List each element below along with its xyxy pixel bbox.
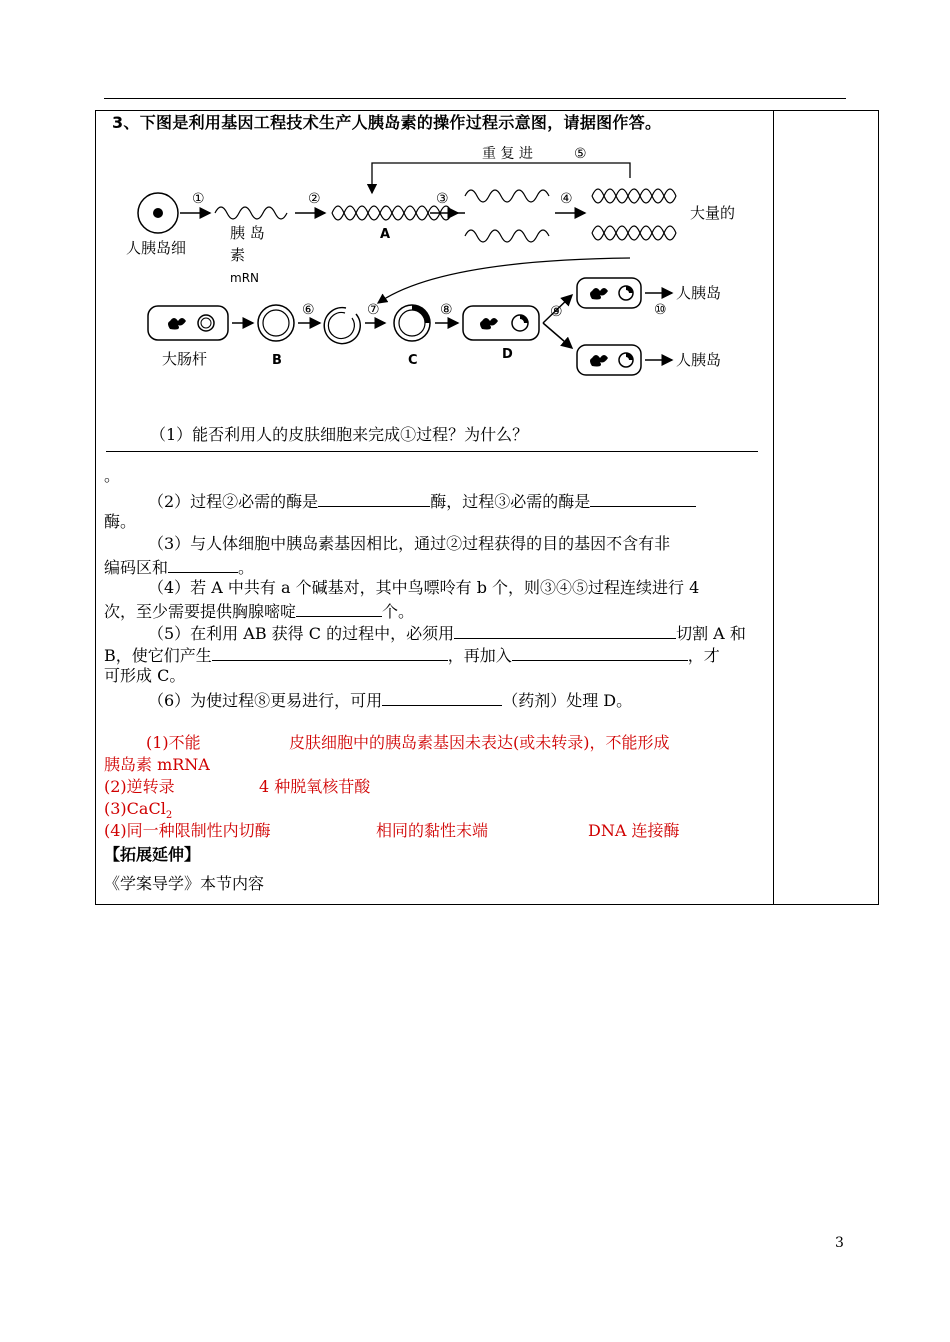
step-5: ⑤ bbox=[574, 146, 587, 162]
q2-blank-1 bbox=[318, 490, 430, 507]
answer-3: (3)CaCl$_2$ bbox=[104, 799, 173, 822]
header-rule bbox=[104, 98, 846, 99]
extension-heading: 【拓展延伸】 bbox=[104, 845, 201, 864]
question-6: （6）为使过程⑧更易进行，可用 （药剂）处理 D。 bbox=[148, 691, 633, 710]
question-1: （1）能否利用人的皮肤细胞来完成①过程？为什么？ bbox=[150, 425, 529, 444]
answer-1b: 皮肤细胞中的胰岛素基因未表达(或未转录)，不能形成 bbox=[289, 733, 670, 752]
step-2: ② bbox=[308, 191, 321, 207]
insulin-label-1: 人胰岛 bbox=[676, 284, 722, 302]
cell-label: 人胰岛细 bbox=[126, 239, 187, 257]
q4-blank bbox=[296, 600, 382, 617]
repeat-arrow bbox=[372, 163, 630, 193]
transformed-cell-D bbox=[463, 306, 539, 340]
step-8: ⑧ bbox=[440, 302, 453, 318]
question-3-cont: 编码区和 。 bbox=[104, 558, 255, 577]
genetic-engineering-diagram bbox=[110, 138, 770, 388]
step-6: ⑥ bbox=[302, 302, 315, 318]
answer-1a: (1)不能 bbox=[146, 733, 201, 752]
answer-2b: 4 种脱氧核苷酸 bbox=[259, 777, 371, 796]
step-10: ⑩ bbox=[654, 302, 667, 318]
product-cell-top bbox=[577, 278, 641, 308]
q2-blank-2 bbox=[590, 490, 696, 507]
question-4-cont: 次，至少需要提供胸腺嘧啶 个。 bbox=[104, 602, 415, 621]
question-2: （2）过程②必需的酶是 酶，过程③必需的酶是 bbox=[148, 490, 696, 512]
many-label: 大量的 bbox=[690, 204, 736, 222]
step-7: ⑦ bbox=[367, 302, 380, 318]
cut-plasmid bbox=[324, 308, 360, 344]
label-A: A bbox=[380, 227, 391, 242]
insulin-label-2: 人胰岛 bbox=[676, 351, 722, 369]
extension-content: 《学案导学》本节内容 bbox=[104, 874, 265, 893]
answer-2a: (2)逆转录 bbox=[104, 777, 175, 796]
answer-4c: DNA 连接酶 bbox=[588, 821, 680, 840]
step-3: ③ bbox=[436, 191, 449, 207]
question-title: 3、下图是利用基因工程技术生产人胰岛素的操作过程示意图，请据图作答。 bbox=[112, 113, 662, 132]
answer-4b: 相同的黏性末端 bbox=[376, 821, 489, 840]
mrna-label-2: 素 bbox=[230, 246, 246, 264]
question-5: （5）在利用 AB 获得 C 的过程中，必须用 切割 A 和 bbox=[148, 624, 746, 643]
recombinant-plasmid-C bbox=[394, 305, 430, 341]
repeat-label: 重 复 进 bbox=[482, 146, 533, 162]
q1-answer-line bbox=[106, 451, 758, 452]
ecoli-cell bbox=[148, 306, 228, 340]
answer-1c: 胰岛素 mRNA bbox=[104, 755, 210, 774]
label-D: D bbox=[502, 347, 513, 362]
question-5-cont: B，使它们产生 ，再加入 ，才 bbox=[104, 646, 720, 665]
label-B: B bbox=[272, 353, 282, 368]
q5-blank-1 bbox=[454, 622, 676, 639]
table-column-divider bbox=[773, 111, 774, 904]
q5-blank-3 bbox=[512, 644, 688, 661]
human-islet-cell bbox=[138, 193, 178, 233]
q3-blank bbox=[168, 556, 238, 573]
question-2-end: 酶。 bbox=[104, 512, 137, 531]
label-C: C bbox=[408, 353, 418, 368]
mrna-label-3: mRN bbox=[230, 271, 260, 285]
answer-4a: (4)同一种限制性内切酶 bbox=[104, 821, 271, 840]
ecoli-label: 大肠杆 bbox=[162, 350, 208, 368]
step-9: ⑨ bbox=[550, 304, 563, 320]
mrna-strand bbox=[215, 207, 287, 219]
q5-blank-2 bbox=[212, 644, 448, 661]
q6-blank bbox=[382, 689, 502, 706]
question-5-end: 可形成 C。 bbox=[104, 666, 186, 685]
step-4: ④ bbox=[560, 191, 573, 207]
page-number: 3 bbox=[835, 1235, 844, 1251]
product-cell-bottom bbox=[577, 345, 641, 375]
question-3: （3）与人体细胞中胰岛素基因相比，通过②过程获得的目的基因不含有非 bbox=[148, 534, 671, 553]
question-4: （4）若 A 中共有 a 个碱基对，其中鸟嘌呤有 b 个，则③④⑤过程连续进行 4 bbox=[148, 578, 700, 597]
question-1-end: 。 bbox=[104, 466, 121, 485]
mrna-label-1: 胰 岛 bbox=[230, 224, 265, 242]
step-1: ① bbox=[192, 191, 205, 207]
plasmid-B bbox=[258, 305, 294, 341]
